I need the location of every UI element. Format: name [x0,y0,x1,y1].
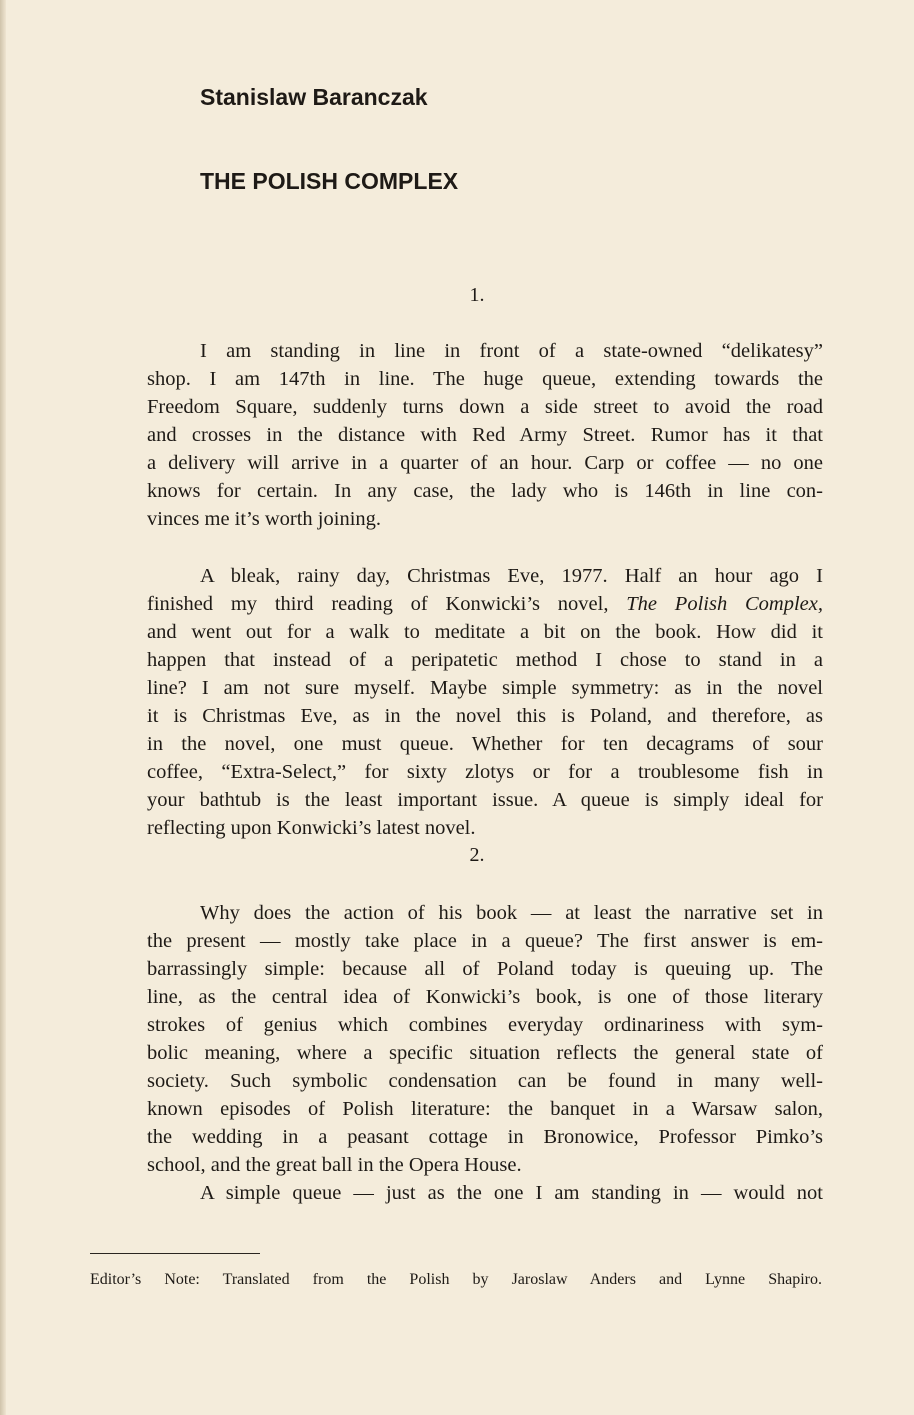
text-line: society. Such symbolic condensation can be found in many well- [147,1070,823,1092]
text-line: in the novel, one must queue. Whether for ten decagrams of sour [147,733,823,755]
author-name: Stanislaw Baranczak [200,84,428,110]
paragraph [147,337,823,533]
text-line: I am standing in line in front of a state-owned “delikatesy” [200,340,823,362]
text-line: it is Christmas Eve, as in the novel this is Poland, and therefore, as [147,705,823,727]
text-line: known episodes of Polish literature: the banquet in a Warsaw salon, [147,1098,823,1120]
text-line: A simple queue — just as the one I am standing in — would not [200,1182,823,1204]
footnote-divider [90,1253,260,1254]
text-line: Freedom Square, suddenly turns down a side street to avoid the road [147,396,823,418]
page-edge [0,0,6,1415]
text-line: and went out for a walk to meditate a bit on the book. How did it [147,621,823,643]
text-line: line? I am not sure myself. Maybe simple symmetry: as in the novel [147,677,823,699]
text-line: and crosses in the distance with Red Army Street. Rumor has it that [147,424,823,446]
text-line: the wedding in a peasant cottage in Bronowice, Professor Pimko’s [147,1126,823,1148]
text-line: coffee, “Extra-Select,” for sixty zlotys or for a troublesome fish in [147,761,823,783]
text-line: your bathtub is the least important issue. A queue is simply ideal for [147,789,823,811]
text-line: knows for certain. In any case, the lady who is 146th in line con- [147,480,823,502]
text-line: finished my third reading of Konwicki’s novel, The Polish Complex, [147,593,823,615]
text-line: the present — mostly take place in a queue? The first answer is em- [147,930,823,952]
text-line: a delivery will arrive in a quarter of an hour. Carp or coffee — no one [147,452,823,474]
text-line: A bleak, rainy day, Christmas Eve, 1977. Half an hour ago I [200,565,823,587]
paragraph [147,562,823,842]
paragraph [147,899,823,1179]
text-line: shop. I am 147th in line. The huge queue, extending towards the [147,368,823,390]
text-line: barrassingly simple: because all of Poland today is queuing up. The [147,958,823,980]
text-line: vinces me it’s worth joining. [147,508,382,530]
text-line: reflecting upon Konwicki’s latest novel. [147,817,476,839]
book-title: The Polish Complex, [626,593,823,615]
text-line: happen that instead of a peripatetic method I chose to stand in a [147,649,823,671]
text-line: bolic meaning, where a specific situation reflects the general state of [147,1042,823,1064]
text-line: school, and the great ball in the Opera House. [147,1154,522,1176]
text-line: strokes of genius which combines everyday ordinariness with sym- [147,1014,823,1036]
text-line: line, as the central idea of Konwicki’s book, is one of those literary [147,986,823,1008]
section-number: 1. [469,284,485,306]
article-title: THE POLISH COMPLEX [200,168,459,194]
footnote: Editor’s Note: Translated from the Polish by Jaroslaw Anders and Lynne Shapiro. [90,1271,822,1288]
text-line: Why does the action of his book — at least the narrative set in [200,902,823,924]
section-number: 2. [469,844,485,866]
paragraph [147,1179,823,1207]
